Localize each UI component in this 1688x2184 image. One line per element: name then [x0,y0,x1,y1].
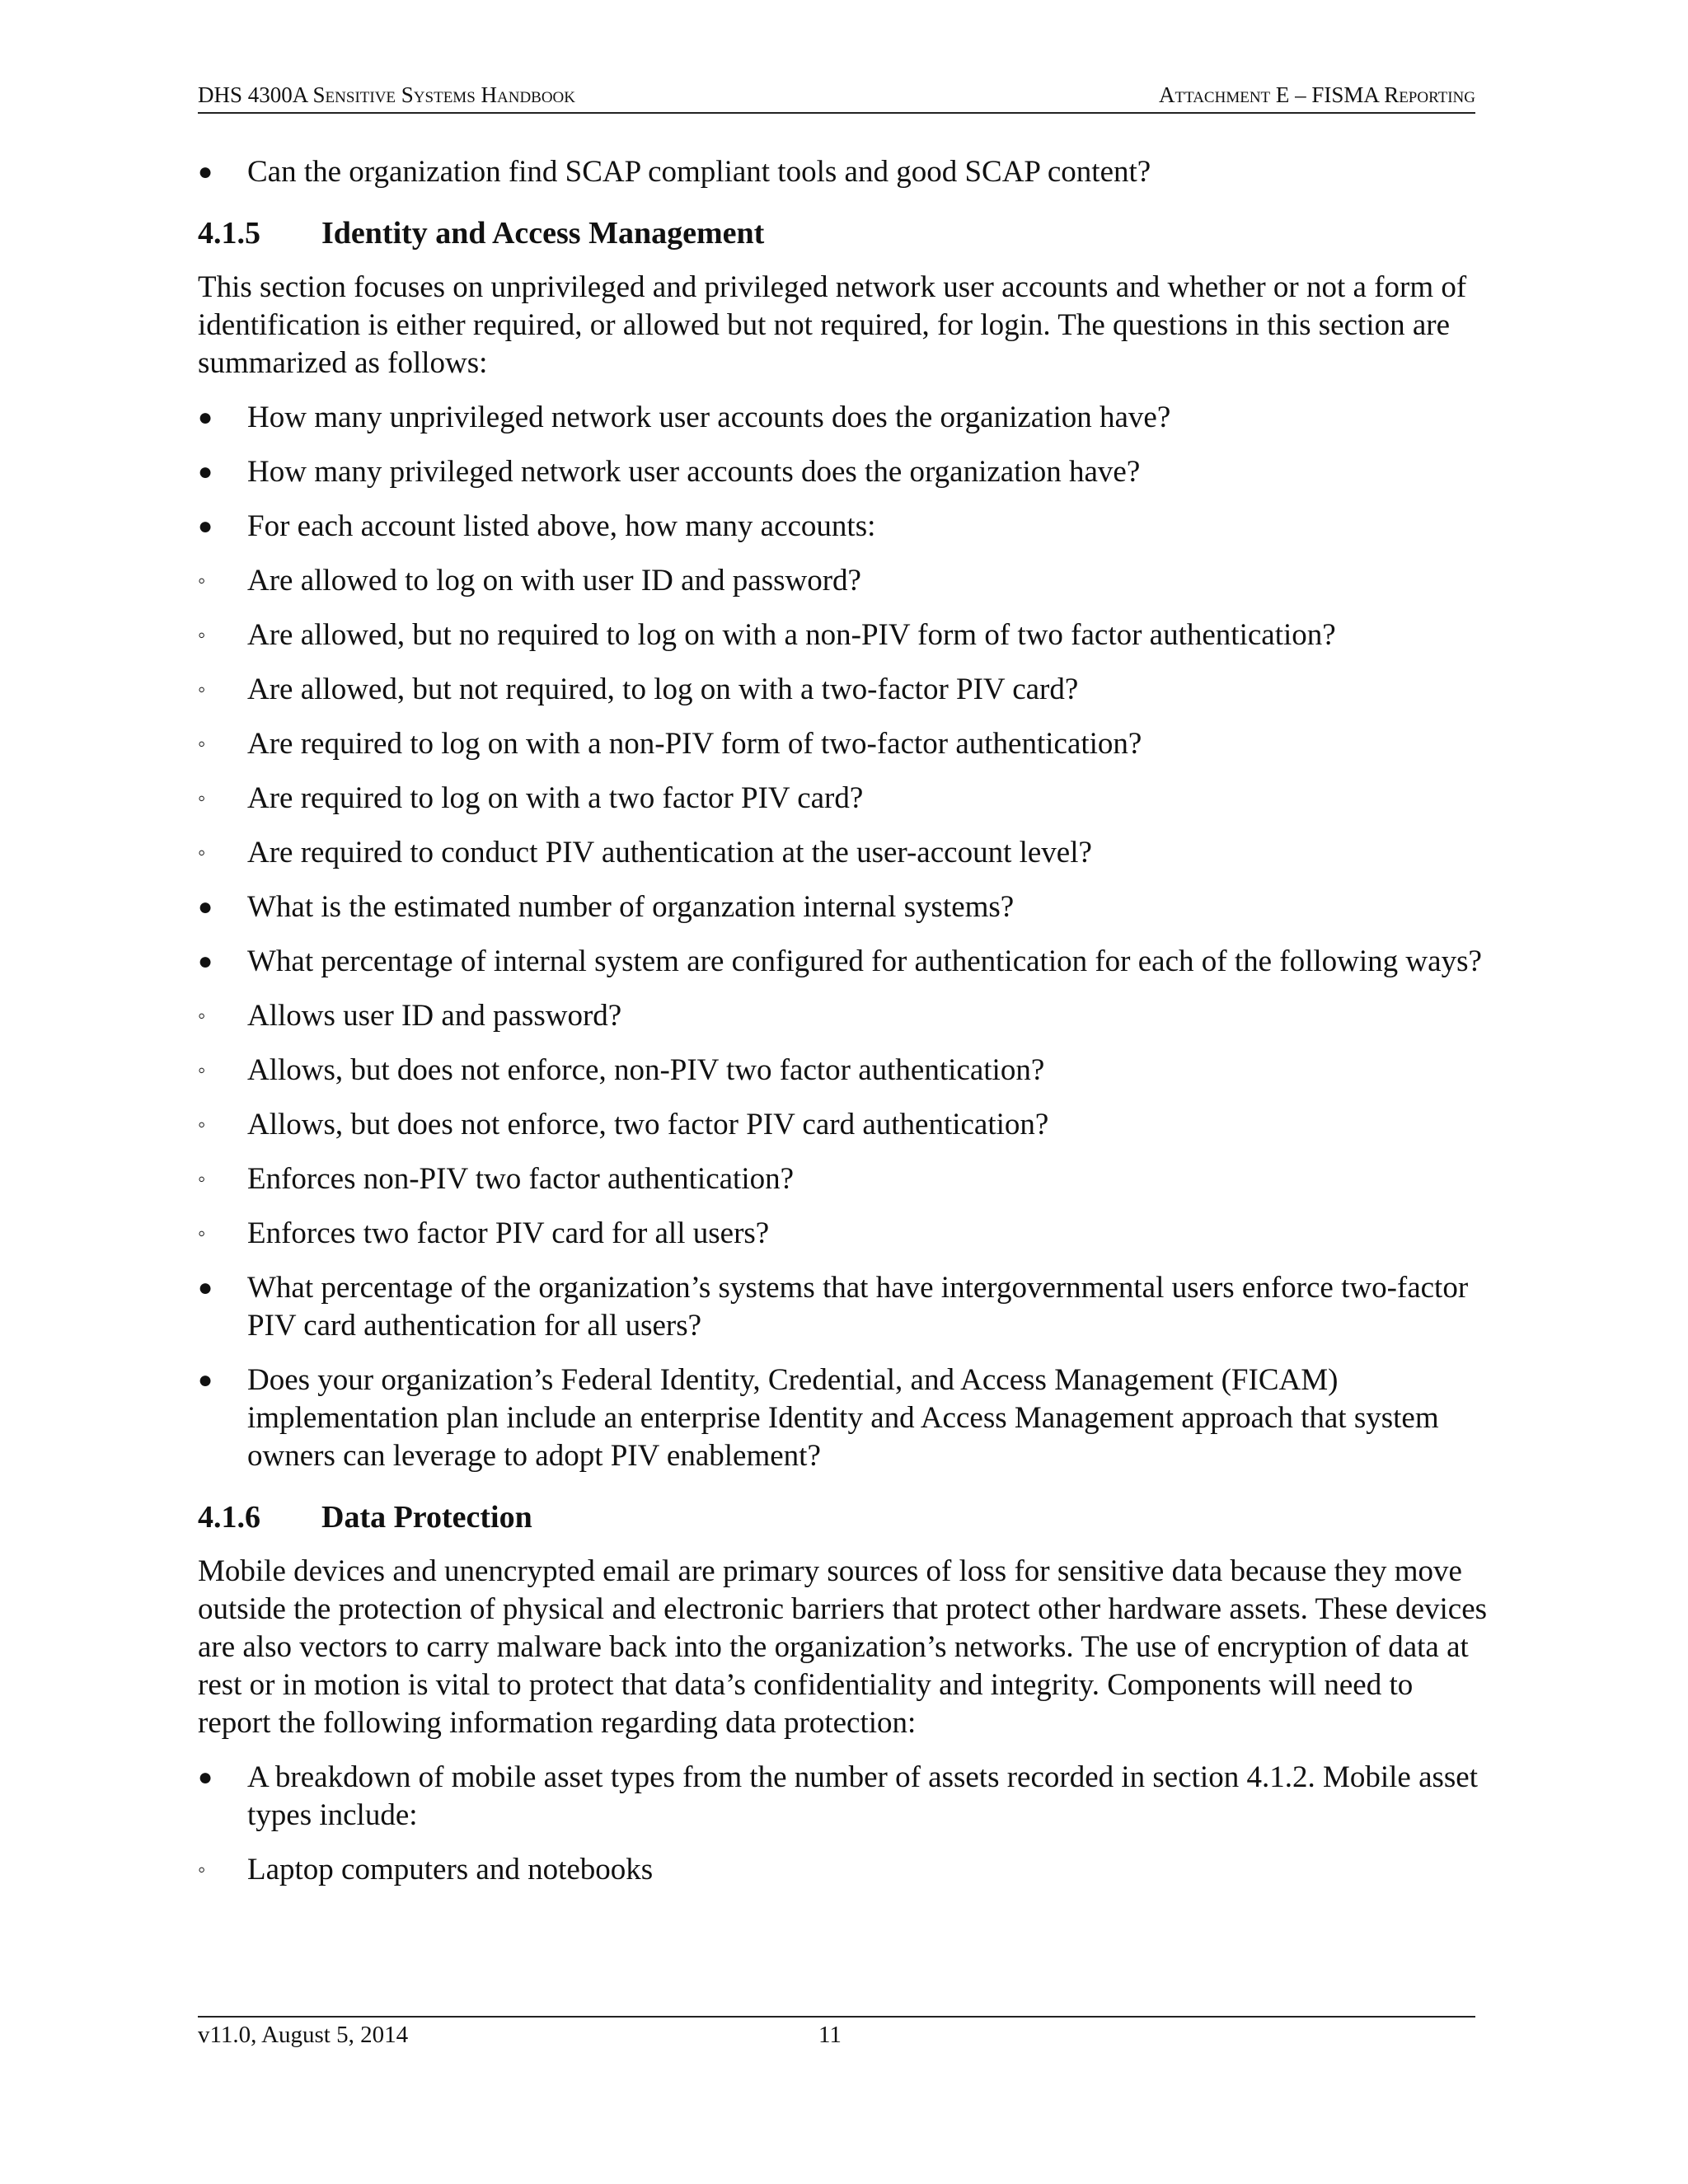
bullet-icon: ● [198,1274,213,1301]
circle-bullet-icon: ◦ [198,623,206,647]
circle-bullet-icon: ◦ [198,841,206,865]
section-heading-4-1-6 [198,1498,1488,1536]
bullet-text: Are allowed to log on with user ID and password? [247,564,861,598]
circle-bullet-icon: ◦ [198,569,206,593]
header-section-title: Attachment E – FISMA Reporting [1159,82,1475,107]
bullet-text: Enforces non-PIV two factor authentication? [247,1162,795,1196]
sub-bullet-item [198,834,1488,872]
section-4-1-5-list [198,399,1488,1475]
header-document-title: DHS 4300A Sensitive Systems Handbook [198,82,576,107]
bullet-icon: ● [198,893,213,921]
page-body [198,153,1488,1905]
section-title: Identity and Access Management [321,216,765,251]
section-number: 4.1.6 [198,1500,260,1535]
section-title: Data Protection [321,1500,532,1535]
bullet-text: How many unprivileged network user accounts does the organization have? [247,401,1171,434]
bullet-text: Does your organization’s Federal Identity, Credential, and Access Management (FICAM) implementation plan include an enterprise Identity and Access Management approach that system owners can leverage to adopt PIV enablement? [247,1363,1439,1473]
sub-bullet-item [198,1106,1488,1144]
circle-bullet-icon: ◦ [198,1167,206,1191]
sub-bullet-item [198,616,1488,654]
section-4-1-6-list [198,1759,1488,1889]
section-intro-paragraph: Mobile devices and unencrypted email are primary sources of loss for sensitive data because they move outside the protection of physical and electronic barriers that protect other hardware assets. These devices are also vectors to carry malware back into the organization’s networks. The use of encryption of data at rest or in motion is vital to protect that data’s confidentiality and integrity. Components will need to report the following information regarding data protection: [198,1554,1488,1740]
bullet-text: Are allowed, but no required to log on with a non-PIV form of two factor authentication? [247,618,1336,652]
bullet-text: Enforces two factor PIV card for all users? [247,1216,770,1250]
page-number: 11 [818,2022,842,2048]
section-number: 4.1.5 [198,216,260,251]
bullet-text: Are allowed, but not required, to log on with a two-factor PIV card? [247,673,1079,706]
bullet-text: Can the organization find SCAP compliant tools and good SCAP content? [247,155,1151,189]
bullet-icon: ● [198,513,213,540]
sub-bullet-item [198,1851,1488,1889]
sub-bullet-item [198,562,1488,600]
bullet-text: What is the estimated number of organzation internal systems? [247,890,1015,924]
section-heading-4-1-5 [198,214,1488,252]
bullet-text: How many privileged network user accounts does the organization have? [247,455,1141,489]
bullet-text: A breakdown of mobile asset types from the number of assets recorded in section 4.1.2. Mobile asset types include: [247,1760,1479,1832]
sub-bullet-item [198,1215,1488,1253]
bullet-text: Are required to conduct PIV authentication at the user-account level? [247,836,1092,869]
circle-bullet-icon: ◦ [198,1858,206,1882]
bullet-icon: ● [198,458,213,485]
sub-bullet-item [198,1052,1488,1090]
bullet-item [198,153,1488,191]
bullet-text: Allows, but does not enforce, two factor PIV card authentication? [247,1108,1049,1141]
section-intro-paragraph: This section focuses on unprivileged and privileged network user accounts and whether or not a form of identification is either required, or allowed but not required, for login. The questions in this section are summarized as follows: [198,270,1467,380]
bullet-icon: ● [198,404,213,431]
bullet-icon: ● [198,1366,213,1394]
bullet-item [198,399,1488,437]
bullet-icon: ● [198,158,213,185]
sub-bullet-item [198,780,1488,818]
circle-bullet-icon: ◦ [198,1058,206,1082]
bullet-item [198,1269,1488,1345]
bullet-icon: ● [198,1764,213,1791]
circle-bullet-icon: ◦ [198,786,206,810]
bullet-item [198,1759,1488,1835]
bullet-text: What percentage of internal system are configured for authentication for each of the following ways? [247,944,1482,978]
circle-bullet-icon: ◦ [198,1113,206,1137]
bullet-text: Allows, but does not enforce, non-PIV two factor authentication? [247,1053,1045,1087]
sub-bullet-item [198,1160,1488,1198]
bullet-icon: ● [198,948,213,975]
sub-bullet-item [198,725,1488,763]
sub-bullet-item [198,997,1488,1035]
sub-bullet-item [198,671,1488,709]
bullet-item [198,943,1488,981]
bullet-item [198,453,1488,491]
bullet-text: Allows user ID and password? [247,999,622,1033]
circle-bullet-icon: ◦ [198,1004,206,1028]
bullet-text: Are required to log on with a non-PIV form of two-factor authentication? [247,727,1142,761]
bullet-text: What percentage of the organization’s systems that have intergovernmental users enforce two-factor PIV card authentication for all users? [247,1271,1469,1343]
page-header [198,79,1475,114]
circle-bullet-icon: ◦ [198,732,206,756]
bullet-item [198,888,1488,926]
footer-version: v11.0, August 5, 2014 [198,2022,409,2048]
bullet-text: For each account listed above, how many accounts: [247,509,876,543]
bullet-item [198,1361,1488,1475]
bullet-text: Are required to log on with a two factor PIV card? [247,781,864,815]
circle-bullet-icon: ◦ [198,677,206,701]
bullet-item [198,508,1488,546]
circle-bullet-icon: ◦ [198,1221,206,1245]
footer-divider [198,2016,1475,2018]
bullet-text: Laptop computers and notebooks [247,1853,654,1886]
